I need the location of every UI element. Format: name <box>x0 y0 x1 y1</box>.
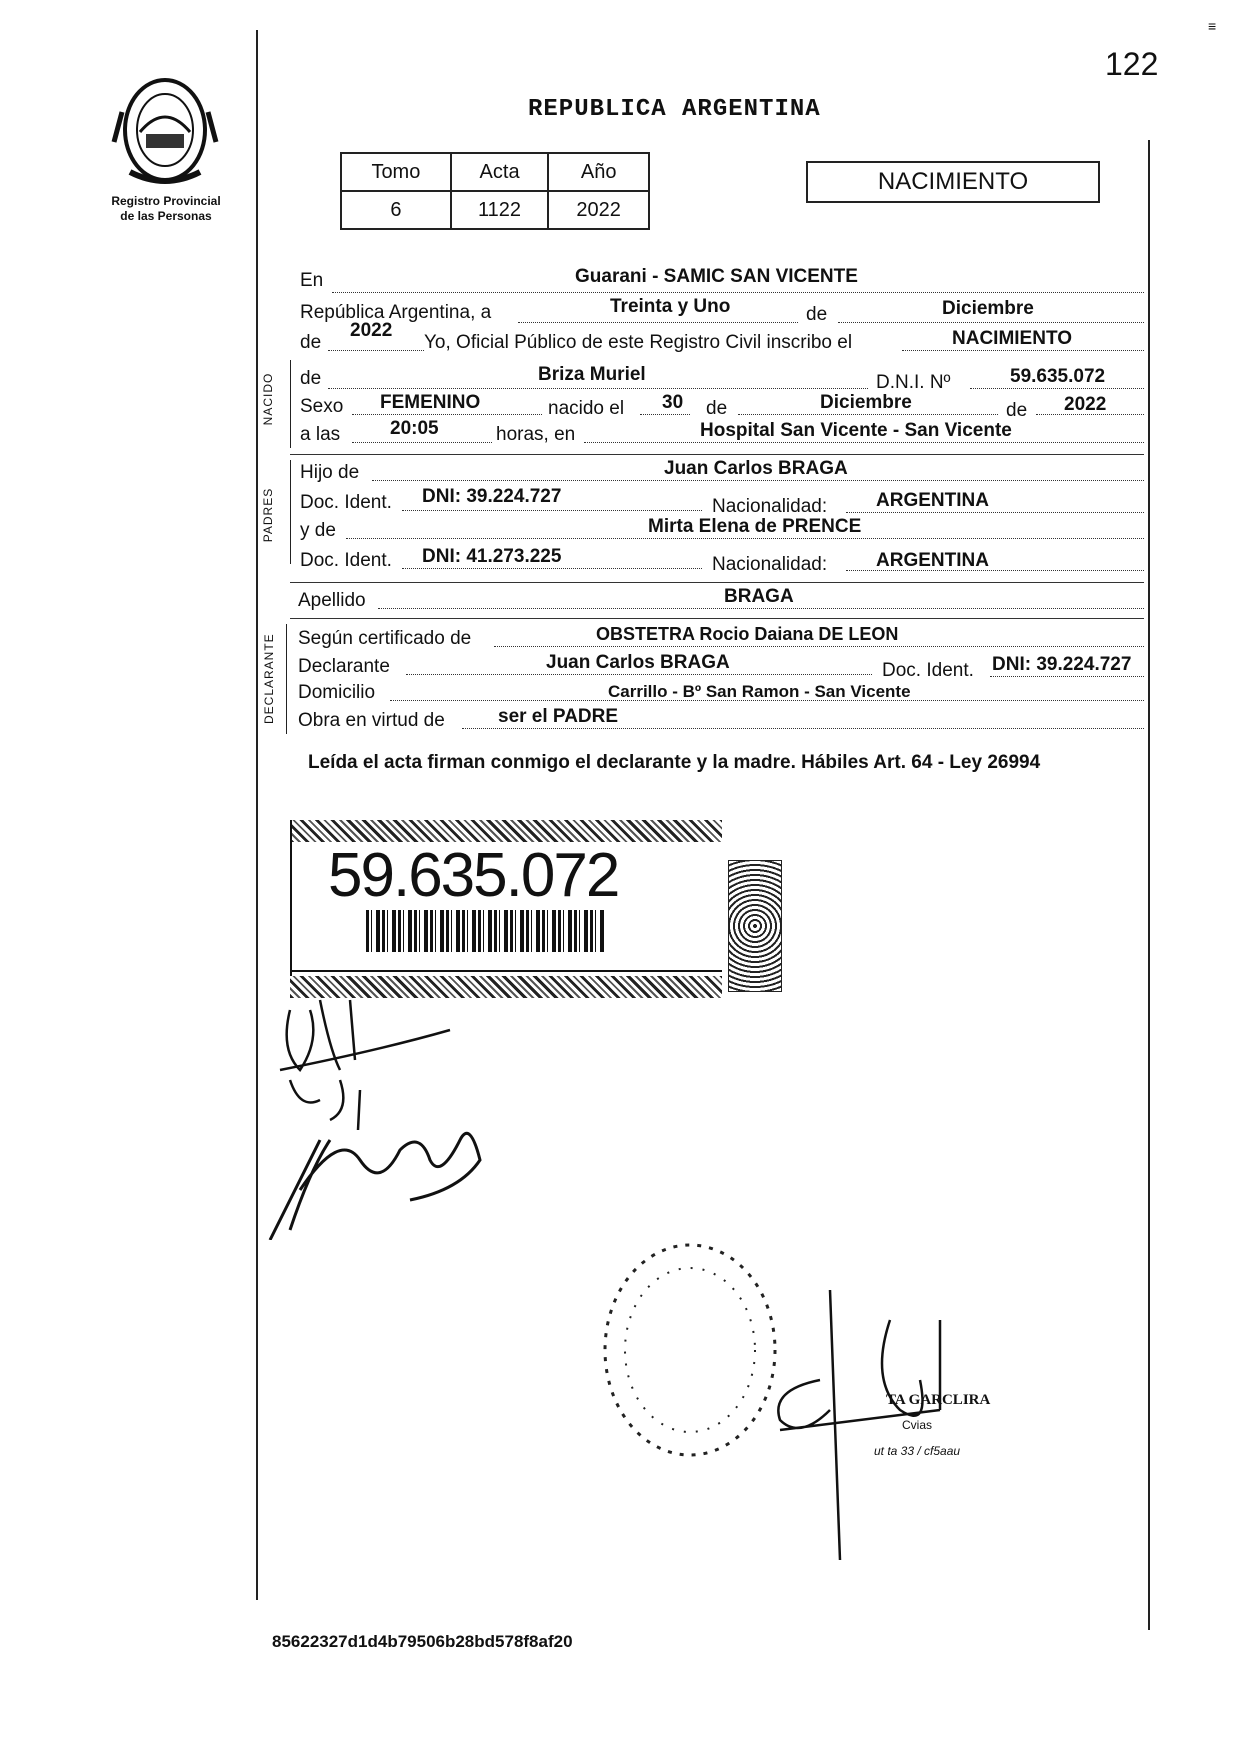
label-de-anio: de <box>300 332 322 353</box>
declarant-signature <box>260 990 490 1240</box>
label-a-las: a las <box>300 424 341 445</box>
line-madre-doc <box>402 568 702 569</box>
value-padre: Juan Carlos BRAGA <box>664 458 848 479</box>
label-dni: D.N.I. Nº <box>876 372 951 393</box>
label-hijo-de: Hijo de <box>300 462 360 483</box>
label-nacido-el: nacido el <box>548 398 625 419</box>
value-lugar-nac: Hospital San Vicente - San Vicente <box>700 420 1012 441</box>
registry-office-line1: Registro Provincial <box>111 194 221 208</box>
value-tomo: 6 <box>341 191 451 229</box>
stamp-id: ut ta 33 / cf5aau <box>874 1444 961 1458</box>
divider-apellido <box>290 618 1144 619</box>
line-sexo <box>352 414 542 415</box>
line-declarante <box>406 674 872 675</box>
value-madre: Mirta Elena de PRENCE <box>648 516 862 537</box>
label-declarante: Declarante <box>298 656 390 677</box>
line-declarante-doc <box>990 676 1144 677</box>
value-nombre: Briza Muriel <box>538 364 646 385</box>
section-padres: PADRES <box>261 487 275 543</box>
label-doc-ident2: Doc. Ident. <box>300 550 392 571</box>
line-en <box>332 292 1144 293</box>
margin-line <box>256 30 258 1600</box>
label-domicilio: Domicilio <box>298 682 376 703</box>
label-de3: de <box>1006 400 1028 421</box>
value-apellido: BRAGA <box>724 586 794 607</box>
line-padre-doc <box>402 510 702 511</box>
value-declarante: Juan Carlos BRAGA <box>546 652 730 673</box>
document-hash: 85622327d1d4b79506b28bd578f8af20 <box>272 1632 573 1651</box>
dni-label-number: 59.635.072 <box>328 841 619 910</box>
value-lugar: Guarani - SAMIC SAN VICENTE <box>575 266 858 287</box>
line-nombre <box>328 388 868 389</box>
line-apellido <box>378 608 1144 609</box>
corner-mark: ≡ <box>1208 18 1217 34</box>
declarante-bracket <box>286 624 287 734</box>
nacido-bracket <box>290 360 291 448</box>
label-doc-ident3: Doc. Ident. <box>882 660 974 681</box>
label-de-nombre: de <box>300 368 322 389</box>
value-madre-doc: DNI: 41.273.225 <box>422 546 562 567</box>
value-virtud: ser el PADRE <box>498 706 619 727</box>
label-nacionalidad1: Nacionalidad: <box>712 496 828 517</box>
value-dia-nac: 30 <box>662 392 684 413</box>
line-madre <box>346 538 1144 539</box>
padres-bracket <box>290 460 291 564</box>
header-anio: Año <box>548 153 649 191</box>
value-madre-nac: ARGENTINA <box>876 550 989 571</box>
right-margin-line <box>1148 140 1150 1630</box>
value-domicilio: Carrillo - Bº San Ramon - San Vicente <box>608 682 911 701</box>
barcode <box>366 910 606 952</box>
value-padre-doc: DNI: 39.224.727 <box>422 486 562 507</box>
label-republica: República Argentina, a <box>300 302 492 323</box>
line-lugar-nac <box>584 442 1144 443</box>
label-sexo: Sexo <box>300 396 344 417</box>
line-mes <box>838 322 1144 323</box>
value-anio-acta: 2022 <box>350 320 393 341</box>
value-padre-nac: ARGENTINA <box>876 490 989 511</box>
registry-office <box>96 194 236 224</box>
value-sexo: FEMENINO <box>380 392 481 413</box>
act-type-box: NACIMIENTO <box>806 161 1100 203</box>
line-dia-nac <box>640 414 690 415</box>
value-dia-letras: Treinta y Uno <box>610 296 731 317</box>
official-stamp <box>590 1230 790 1470</box>
value-anio-nac: 2022 <box>1064 394 1107 415</box>
closing-text: Leída el acta firman conmigo el declarante y la madre. Hábiles Art. 64 - Ley 26994 <box>308 752 1041 773</box>
label-y-de: y de <box>300 520 336 541</box>
stamp-title: Cvias <box>902 1418 933 1432</box>
value-anio: 2022 <box>548 191 649 229</box>
value-hora: 20:05 <box>390 418 439 439</box>
line-certificado <box>494 646 1144 647</box>
header-acta: Acta <box>451 153 549 191</box>
line-mes-nac <box>738 414 998 415</box>
page-number: 122 <box>1105 46 1159 82</box>
line-padre <box>372 480 1144 481</box>
hologram <box>728 860 782 992</box>
value-declarante-doc: DNI: 39.224.727 <box>992 654 1132 675</box>
stamp-name: TA GARCLIRA <box>886 1392 991 1408</box>
label-de2: de <box>706 398 728 419</box>
label-segun: Según certificado de <box>298 628 472 649</box>
line-dni <box>970 388 1144 389</box>
document-title: REPUBLICA ARGENTINA <box>528 96 821 123</box>
line-virtud <box>462 728 1144 729</box>
line-tipo <box>902 350 1144 351</box>
value-dni: 59.635.072 <box>1010 366 1106 387</box>
header-tomo: Tomo <box>341 153 451 191</box>
registry-office-line2: de las Personas <box>120 209 212 223</box>
label-horas-en: horas, en <box>496 424 576 445</box>
value-tipo: NACIMIENTO <box>952 328 1072 349</box>
line-dia <box>518 322 798 323</box>
value-certificado: OBSTETRA Rocio Daiana DE LEON <box>596 624 899 644</box>
section-nacido: NACIDO <box>261 372 275 426</box>
label-nacionalidad2: Nacionalidad: <box>712 554 828 575</box>
line-anio <box>328 350 424 351</box>
value-mes-acta: Diciembre <box>942 298 1034 319</box>
registry-table <box>340 152 650 230</box>
label-apellido: Apellido <box>298 590 366 611</box>
value-acta: 1122 <box>451 191 549 229</box>
security-band-top <box>290 820 722 842</box>
line-padre-nac <box>846 512 1144 513</box>
label-de1: de <box>806 304 828 325</box>
divider-padres <box>290 582 1144 583</box>
value-mes-nac: Diciembre <box>820 392 912 413</box>
line-hora <box>352 442 492 443</box>
label-obra: Obra en virtud de <box>298 710 445 731</box>
section-declarante: DECLARANTE <box>262 633 276 724</box>
label-doc-ident1: Doc. Ident. <box>300 492 392 513</box>
label-en: En <box>300 270 324 291</box>
dni-label <box>290 820 722 998</box>
province-seal <box>110 72 220 192</box>
label-yo: Yo, Oficial Público de este Registro Civil inscribo el <box>424 332 853 353</box>
divider-nacido <box>290 454 1144 455</box>
